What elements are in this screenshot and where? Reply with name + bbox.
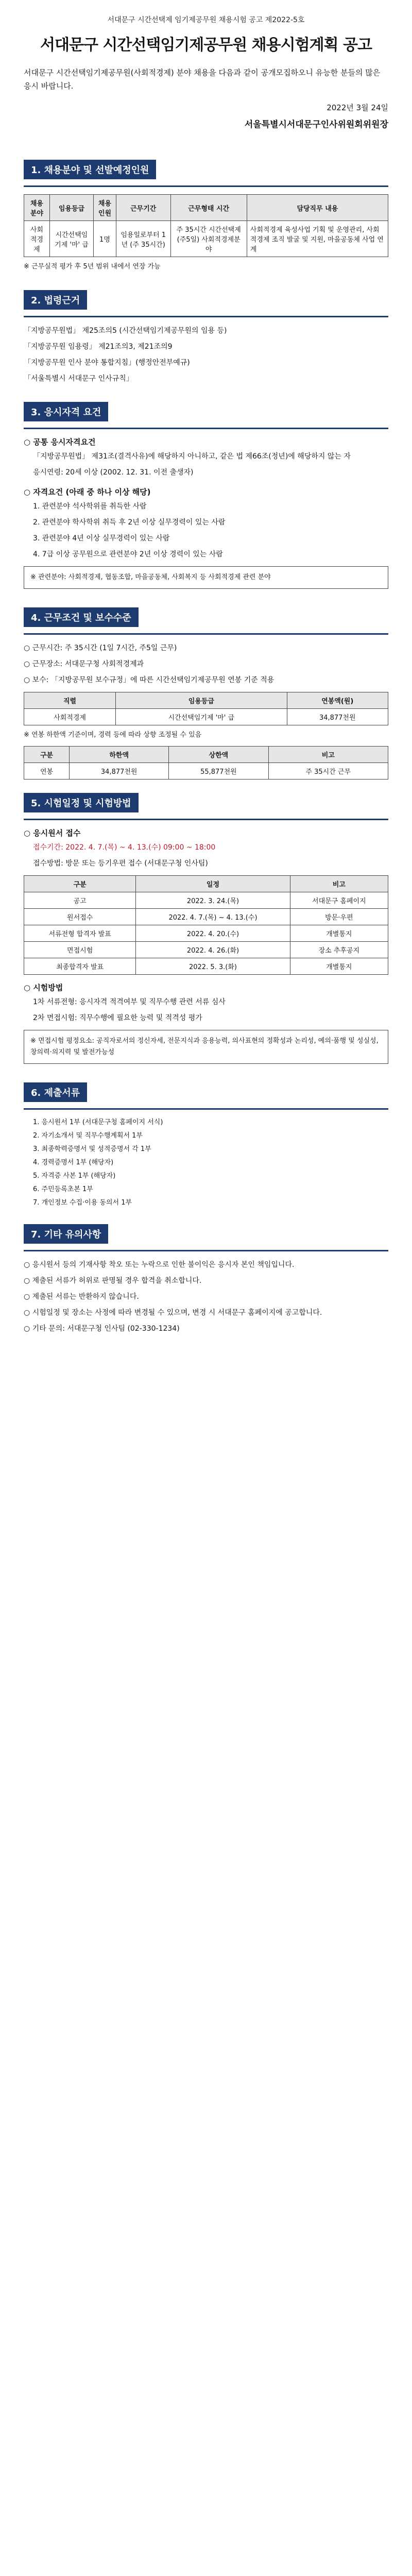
table-cell: 1명	[94, 221, 116, 257]
table-cell: 임용일로부터 1년 (주 35시간)	[116, 221, 170, 257]
section-heading-5: 5. 시험일정 및 시험방법	[24, 793, 139, 812]
table-header: 연봉액(원)	[287, 692, 388, 709]
table-cell: 34,877천원	[287, 709, 388, 725]
document-item: 4. 경력증명서 1부 (해당자)	[33, 1159, 114, 1166]
law-item: 「지방공무원법」 제25조의5 (시간선택임기제공무원의 임용 등)	[24, 327, 227, 335]
law-item: 「지방공무원 인사 분야 통합지침」(행정안전부예규)	[24, 359, 190, 367]
intro-text: 서대문구 시간선택임기제공무원(사회적경제) 분야 채용을 다음과 같이 공개모집하오니 유능한 분들의 많은 응시 바랍니다.	[24, 68, 381, 91]
table-header: 채용분야	[24, 195, 50, 221]
issuer: 서울특별시서대문구인사위원회위원장	[244, 120, 388, 130]
work-item: ○ 근무시간: 주 35시간 (1일 7시간, 주5일 근무)	[24, 644, 177, 652]
section-heading-3: 3. 응시자격 요건	[24, 402, 108, 421]
notice-item: ○ 기타 문의: 서대문구청 인사팀 (02-330-1234)	[24, 1325, 180, 1333]
method-item: 2차 면접시험: 직무수행에 필요한 능력 및 적격성 평가	[33, 1014, 202, 1022]
table-cell: 개별통지	[290, 958, 388, 975]
work-item: ○ 근무장소: 서대문구청 사회적경제과	[24, 660, 144, 668]
recruitment-table	[24, 194, 388, 257]
table-cell: 주 35시간 근무	[268, 763, 388, 779]
table-cell: 주 35시간 시간선택제(주5일) 사회적경제분야	[170, 221, 247, 257]
table-row	[24, 909, 388, 925]
schedule-period: 접수기간: 2022. 4. 7.(목) ~ 4. 13.(수) 09:00 ~ 18:00	[33, 843, 216, 852]
qualification-item: 4. 7급 이상 공무원으로 관련분야 2년 이상 경력이 있는 사람	[33, 550, 223, 558]
table-cell: 원서접수	[24, 909, 136, 925]
table-cell: 방문·우편	[290, 909, 388, 925]
qualification-subhead: ○ 공통 응시자격요건	[24, 437, 96, 447]
document-item: 1. 응시원서 1부 (서대문구청 홈페이지 서식)	[33, 1118, 163, 1126]
method-note-box: ※ 면접시험 평정요소: 공직자로서의 정신자세, 전문지식과 응용능력, 의사표현의 정확성과 논리성, 예의·품행 및 성실성, 창의력·의지력 및 발전가능성	[24, 1030, 388, 1064]
table-row	[24, 221, 388, 257]
table-cell: 서류전형 합격자 발표	[24, 925, 136, 942]
section-divider	[24, 1108, 388, 1110]
section-divider	[24, 428, 388, 429]
document-item: 7. 개인정보 수집·이용 동의서 1부	[33, 1199, 132, 1207]
table-header: 임용등급	[49, 195, 93, 221]
section-divider	[24, 316, 388, 317]
announcement-date: 2022년 3월 24일	[327, 103, 388, 112]
table-cell: 55,877천원	[169, 763, 268, 779]
table-row	[24, 892, 388, 909]
section-divider	[24, 185, 388, 187]
table-cell: 시간선택임기제 '마' 급	[116, 709, 287, 725]
notice-item: ○ 제출된 서류는 반환하지 않습니다.	[24, 1293, 139, 1301]
section-heading-4: 4. 근무조건 및 보수수준	[24, 607, 139, 627]
table-cell: 연봉	[24, 763, 70, 779]
table-cell: 2022. 5. 3.(화)	[136, 958, 290, 975]
table-header: 비고	[290, 876, 388, 892]
table-cell: 34,877천원	[70, 763, 169, 779]
table-cell: 2022. 3. 24.(목)	[136, 892, 290, 909]
qualification-item: 응시연령: 20세 이상 (2002. 12. 31. 이전 출생자)	[33, 468, 194, 477]
table-header: 담당직무 내용	[247, 195, 388, 221]
schedule-table	[24, 875, 388, 975]
table-cell: 서대문구 홈페이지	[290, 892, 388, 909]
work-item: ○ 보수: 「지방공무원 보수규정」에 따른 시간선택임기제공무원 연봉 기준 적용	[24, 676, 274, 684]
document-item: 2. 자기소개서 및 직무수행계획서 1부	[33, 1132, 143, 1140]
schedule-method: 접수방법: 방문 또는 등기우편 접수 (서대문구청 인사팀)	[33, 859, 208, 868]
salary-table	[24, 692, 388, 725]
table-cell: 개별통지	[290, 925, 388, 942]
qualification-item: 「지방공무원법」 제31조(결격사유)에 해당하지 아니하고, 같은 법 제66조(정년)에 해당하지 않는 자	[33, 452, 351, 461]
section-heading-2: 2. 법령근거	[24, 290, 87, 310]
table-cell: 2022. 4. 7.(목) ~ 4. 13.(수)	[136, 909, 290, 925]
table-cell: 2022. 4. 26.(화)	[136, 942, 290, 958]
table-cell: 장소 추후공지	[290, 942, 388, 958]
table-cell: 2022. 4. 20.(수)	[136, 925, 290, 942]
table-cell: 시간선택임기제 '마' 급	[49, 221, 93, 257]
table-header: 채용인원	[94, 195, 116, 221]
notice-item: ○ 응시원서 등의 기재사항 착오 또는 누락으로 인한 불이익은 응시자 본인 책임입니다.	[24, 1261, 295, 1269]
table-row	[24, 763, 388, 779]
table-header: 임용등급	[116, 692, 287, 709]
table-header: 구분	[24, 876, 136, 892]
document-item: 5. 자격증 사본 1부 (해당자)	[33, 1172, 116, 1180]
notice-item: ○ 시험일정 및 장소는 사정에 따라 변경될 수 있으며, 변경 시 서대문구 홈페이지에 공고합니다.	[24, 1309, 322, 1317]
section-heading-1: 1. 채용분야 및 선발예정인원	[24, 160, 156, 179]
document-item: 3. 최종학력증명서 및 성적증명서 각 1부	[33, 1145, 151, 1153]
notice-item: ○ 제출된 서류가 허위로 판명될 경우 합격을 취소합니다.	[24, 1277, 202, 1285]
table-cell: 면접시험	[24, 942, 136, 958]
table-header: 직렬	[24, 692, 116, 709]
table-row	[24, 709, 388, 725]
table-row	[24, 958, 388, 975]
method-subhead: ○ 시험방법	[24, 983, 63, 992]
qualification-subhead: ○ 자격요건 (아래 중 하나 이상 해당)	[24, 487, 151, 497]
table-header: 비고	[268, 747, 388, 763]
table-cell: 사회적경제	[24, 709, 116, 725]
qualification-item: 2. 관련분야 학사학위 취득 후 2년 이상 실무경력이 있는 사람	[33, 518, 226, 527]
qualification-note-box: ※ 관련분야: 사회적경제, 협동조합, 마을공동체, 사회복지 등 사회적경제 관련 분야	[24, 566, 388, 589]
table-row	[24, 925, 388, 942]
table-note: ※ 연봉 하한액 기준이며, 경력 등에 따라 상향 조정될 수 있음	[24, 731, 202, 739]
table-cell: 사회적경제	[24, 221, 50, 257]
page-title: 서대문구 시간선택임기제공무원 채용시험계획 공고	[40, 36, 372, 54]
table-cell: 최종합격자 발표	[24, 958, 136, 975]
schedule-subhead: ○ 응시원서 접수	[24, 828, 81, 838]
table-header: 근무형태 시간	[170, 195, 247, 221]
table-header: 일정	[136, 876, 290, 892]
table-header: 구분	[24, 747, 70, 763]
table-header: 근무기간	[116, 195, 170, 221]
section-divider	[24, 819, 388, 820]
method-item: 1차 서류전형: 응시자격 적격여부 및 직무수행 관련 서류 심사	[33, 998, 226, 1006]
document-item: 6. 주민등록초본 1부	[33, 1185, 93, 1193]
header-note: 서대문구 시간선택제 임기제공무원 채용시험 공고 제2022-5호	[107, 16, 305, 24]
table-header: 상한액	[169, 747, 268, 763]
section-heading-6: 6. 제출서류	[24, 1082, 87, 1102]
qualification-item: 3. 관련분야 4년 이상 실무경력이 있는 사람	[33, 534, 170, 543]
section-divider	[24, 1250, 388, 1251]
table-note: ※ 근무실적 평가 후 5년 범위 내에서 연장 가능	[24, 263, 161, 270]
table-cell: 공고	[24, 892, 136, 909]
table-row	[24, 942, 388, 958]
qualification-item: 1. 관련분야 석사학위를 취득한 사람	[33, 502, 147, 511]
salary-range-table	[24, 746, 388, 779]
law-item: 「서울특별시 서대문구 인사규칙」	[24, 375, 133, 383]
table-cell: 사회적경제 육성사업 기획 및 운영관리, 사회적경제 조직 발굴 및 지원, 마을공동체 사업 연계	[247, 221, 388, 257]
section-divider	[24, 633, 388, 635]
law-item: 「지방공무원 임용령」 제21조의3, 제21조의9	[24, 343, 173, 351]
section-heading-7: 7. 기타 유의사항	[24, 1224, 108, 1244]
table-header: 하한액	[70, 747, 169, 763]
